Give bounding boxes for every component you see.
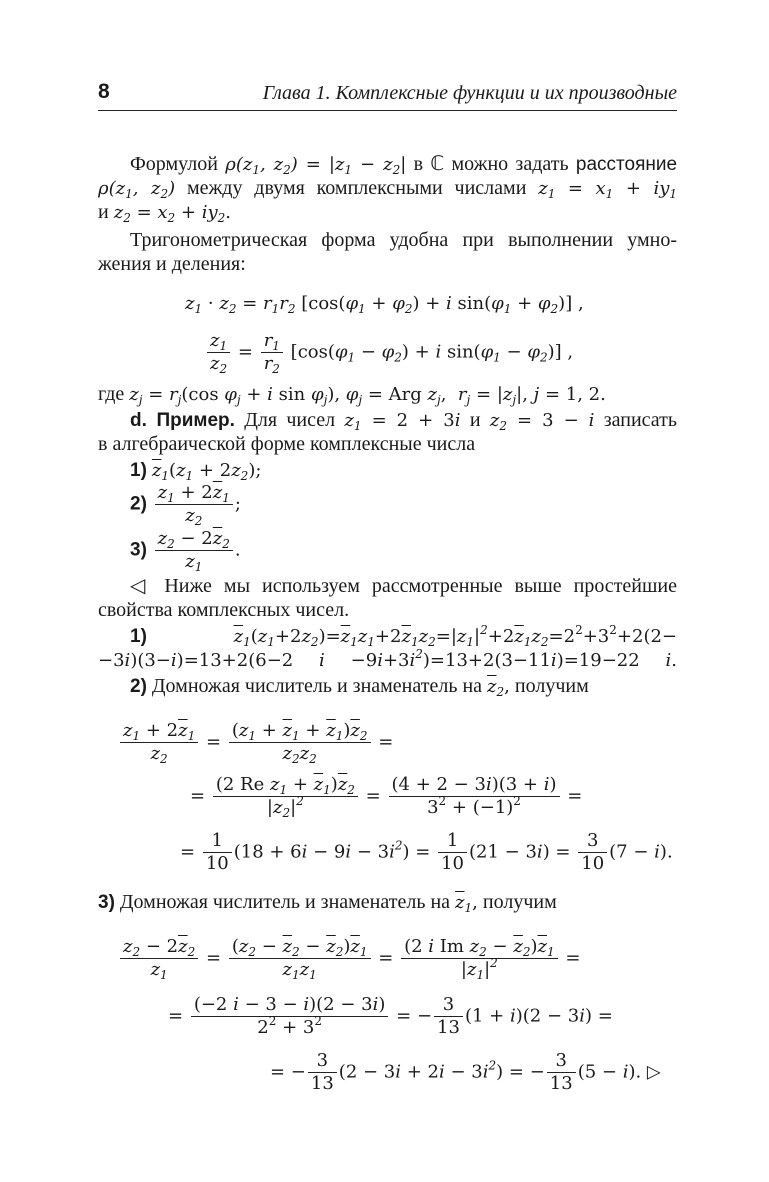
solution-1-line-2: −3i)(3−i)=13+2(6−2 $i -9i+3i^2)=13+2(3-11i)=19-22$ i. bbox=[98, 647, 677, 671]
example-item-2: 2) $\frac{z_1 + 2\overline{z}_1}{z_2}$ ; bbox=[130, 482, 241, 528]
trig-line-2: жения и деления: bbox=[98, 253, 246, 275]
distance-line-2: $\rho(z_1$, $z_2$) между двумя комплексными числами $z_1 = x_1 + iy_1$ bbox=[98, 177, 678, 201]
distance-formula: $\rho(z_1$, $z_2) = |z_1 - z_2|$ bbox=[225, 154, 407, 177]
example-line-1: d. Пример. Для чисел $z_1 = 2 + 3i$ и $z_2 = 3 - i$ записать bbox=[130, 409, 678, 433]
example-label: d. Пример. bbox=[130, 410, 235, 431]
solution-3-eq-2: = $\frac{(-2 i - 3 - i)(2 - 3i)}{2^2 + 3^2}$ = − $\frac{3}{13}$ (1 + i)(2 − 3i) = bbox=[168, 994, 613, 1038]
solution-3-eq-3: = − $\frac{3}{13}$ $(2 - 3i + 2i - 3i^2)$ = − $\frac{3}{13}$ (5 − i). ▷ bbox=[270, 1050, 661, 1094]
example-item-3: 3) $\frac{z_2 - 2\overline{z}_2}{z_1}$ . bbox=[130, 528, 241, 574]
solution-1-line-1: 1) $\overline{z}_1(z_1+2z_2)=\overline{z}_1z_1+2\overline{z}_1z_2=|z_1|^2+2\overline{z}_1z_2=2^2+3^2+2(2-$ bbox=[130, 623, 677, 649]
term-distance: расстояние bbox=[575, 154, 678, 175]
solution-2-eq-1: $\frac{z_1 + 2\overline{z}_1}{z_2}$ = $\frac{(z_1 + \overline{z}_1 + \overline{z}_1)\overline{z}_2}{z_2\overline{z}_2}$ = bbox=[118, 720, 393, 765]
trig-line-1: Тригонометрическая форма удобна при выполнении умно- bbox=[130, 229, 677, 251]
page-number: 8 bbox=[98, 80, 110, 103]
solution-3-eq-1: $\frac{z_2 - 2\overline{z}_2}{z_1}$ = $\frac{(z_2 - \overline{z}_2 - \overline{z}_2)\overline{z}_1}{z_1\overline{z}_1}$ = $\frac{(2 i Im z_2 - \overline{z}_2)\overline{z}_1}{|z_1|^2}$ = bbox=[118, 936, 580, 981]
example-item-1: 1) $\overline{z}_1(z_1 + 2z_2)$; bbox=[130, 460, 262, 483]
solution-3-intro: 3) Домножая числитель и знаменатель на $\overline{z}_1$, получим bbox=[98, 891, 557, 915]
product-formula: $z_1 \cdot z_2 = r_1r_2$ [$\cos(\varphi_1 + \varphi_2) + i$ $\sin(\varphi_1 + \varphi_2)$] , bbox=[185, 293, 584, 316]
distance-line-1: Формулой $\rho(z_1$, $z_2) = |z_1 - z_2|$ в ℂ можно задать расстояние bbox=[130, 153, 678, 177]
where-line: где $z_j = r_j(\cos$ $\varphi_j + i$ $\sin \varphi_j$), $\varphi_j$ = Arg $z_j$, $r_j = |z_j|$, j = 1, 2. bbox=[98, 383, 606, 407]
distance-line-3: и $z_2 = x_2 + iy_2$. bbox=[98, 201, 232, 225]
example-line-2: в алгебраической форме комплексные числа bbox=[98, 433, 476, 455]
header-rule bbox=[98, 110, 677, 111]
solution-2-eq-3: = $\frac{1}{10}$ $(18 + 6i - 9i - 3i^2)$ = $\frac{1}{10}$ (21 − 3i) = $\frac{3}{10}$ (7 − i). bbox=[180, 830, 673, 874]
solution-2-intro: 2) Домножая числитель и знаменатель на $\overline{z}_2$, получим bbox=[130, 675, 589, 699]
solution-intro-1: ◁ Ниже мы используем рассмотренные выше простейшие bbox=[130, 575, 677, 597]
running-header-title: Глава 1. Комплексные функции и их производные bbox=[262, 82, 677, 104]
quotient-formula: $\frac{z_1}{z_2}$ = $\frac{r_1}{r_2}$ [$\cos(\varphi_1 - \varphi_2) + i$ $\sin(\varphi_1 - \varphi_2)$] , bbox=[205, 330, 573, 375]
solution-2-eq-2: = $\frac{(2 Re z_1 + \overline{z}_1)\overline{z}_2}{|z_2|^2}$ = $\frac{(4 + 2 - 3i)(3 + i)}{3^2 + (-1)^2}$ = bbox=[190, 774, 583, 820]
solution-intro-2: свойства комплексных чисел. bbox=[98, 599, 350, 621]
